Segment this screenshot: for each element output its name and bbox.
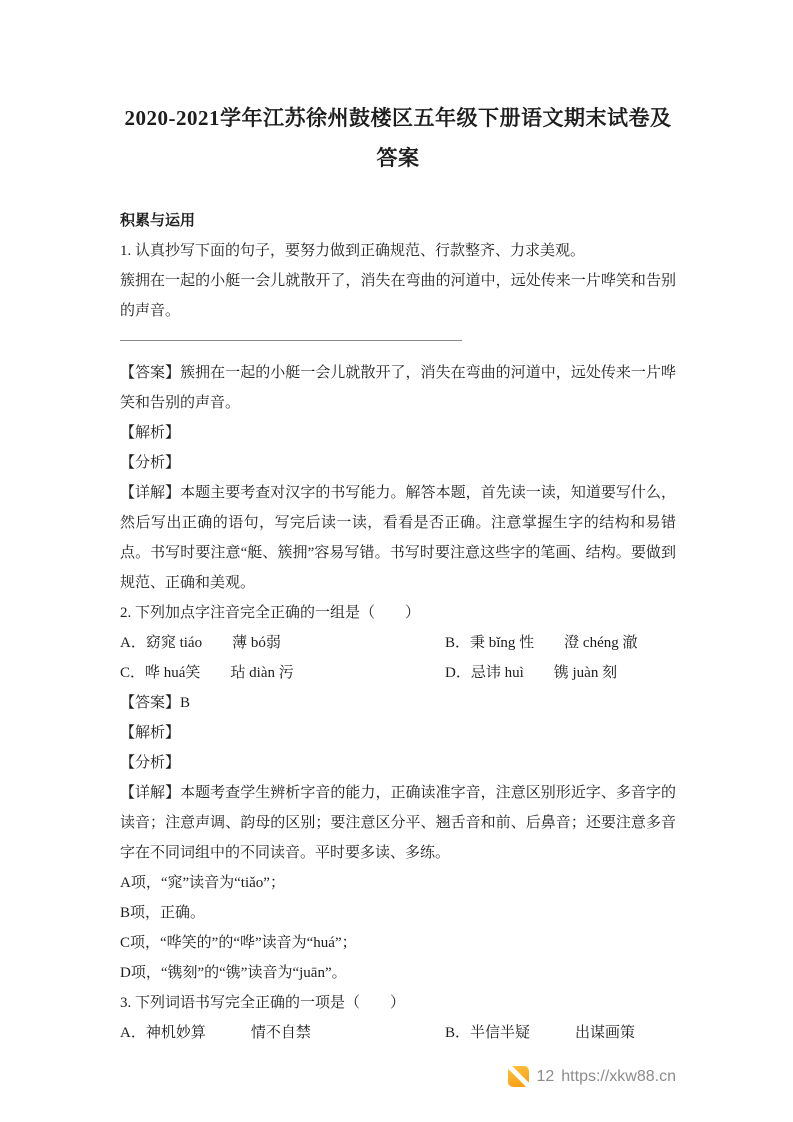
document-title: 2020-2021学年江苏徐州鼓楼区五年级下册语文期末试卷及答案 — [124, 106, 672, 170]
document-content — [120, 0, 676, 1048]
q1-answer-blank-line — [120, 340, 462, 341]
q2-option-b: B．秉 bǐng 性 澄 chéng 澈 — [445, 635, 638, 651]
q2-options-row-2 — [120, 658, 676, 688]
q3-option-a: A．神机妙算 情不自禁 — [120, 1025, 311, 1041]
q3-question: 3. 下列词语书写完全正确的一项是（ ） — [120, 995, 406, 1011]
q2-options-row-1 — [120, 628, 676, 658]
section-heading: 积累与运用 — [120, 213, 196, 229]
page-footer — [120, 1066, 676, 1087]
q1-answer: 【答案】簇拥在一起的小艇一会儿就散开了，消失在弯曲的河道中，远处传来一片哗笑和告别的声音。 — [120, 365, 676, 411]
q2-answer: 【答案】B — [120, 695, 191, 711]
q2-detail: 【详解】本题考查学生辨析字音的能力，正确读准字音，注意区别形近字、多音字的读音；注意声调、韵母的区别；要注意区分平、翘舌音和前、后鼻音；还要注意多音字在不同词组中的不同读音。平时要多读、多练。 — [120, 785, 676, 861]
q3-options-row-1 — [120, 1018, 676, 1048]
q2-option-a: A．窈窕 tiáo 薄 bó弱 — [120, 635, 281, 651]
q2-option-d: D．忌讳 huì 镌 juàn 刻 — [445, 665, 618, 681]
q2-item-a-explanation: A项，“窕”读音为“tiǎo”； — [120, 875, 285, 891]
q1-question: 1. 认真抄写下面的句子，要努力做到正确规范、行款整齐、力求美观。 — [120, 243, 586, 259]
q3-option-b: B．半信半疑 出谋画策 — [445, 1025, 636, 1041]
q2-question: 2. 下列加点字注音完全正确的一组是（ ） — [120, 605, 421, 621]
page-number: 12 — [536, 1067, 555, 1085]
q2-item-c-explanation: C项，“哗笑的”的“哗”读音为“huá”； — [120, 935, 357, 951]
q1-copy-sentence: 簇拥在一起的小艇一会儿就散开了，消失在弯曲的河道中，远处传来一片哗笑和告别的声音。 — [120, 273, 676, 319]
q1-detail: 【详解】本题主要考查对汉字的书写能力。解答本题，首先读一读，知道要写什么，然后写出正确的语句，写完后读一读，看看是否正确。注意掌握生字的结构和易错点。书写时要注意“艇、簇拥”容易写错。书写时要注意这些字的笔画、结构。要做到规范、正确和美观。 — [120, 485, 676, 591]
q1-analysis-label: 【解析】 — [120, 425, 181, 441]
q1-comment-label: 【分析】 — [120, 455, 181, 471]
q2-item-d-explanation: D项，“镌刻”的“镌”读音为“juān”。 — [120, 965, 347, 981]
footer-url-link[interactable]: https://xkw88.cn — [561, 1067, 676, 1085]
q2-comment-label: 【分析】 — [120, 755, 181, 771]
q2-option-c: C．哗 huá笑 玷 diàn 污 — [120, 665, 294, 681]
q2-item-b-explanation: B项，正确。 — [120, 905, 206, 921]
q2-analysis-label: 【解析】 — [120, 725, 181, 741]
xkw-logo-icon — [508, 1066, 529, 1087]
